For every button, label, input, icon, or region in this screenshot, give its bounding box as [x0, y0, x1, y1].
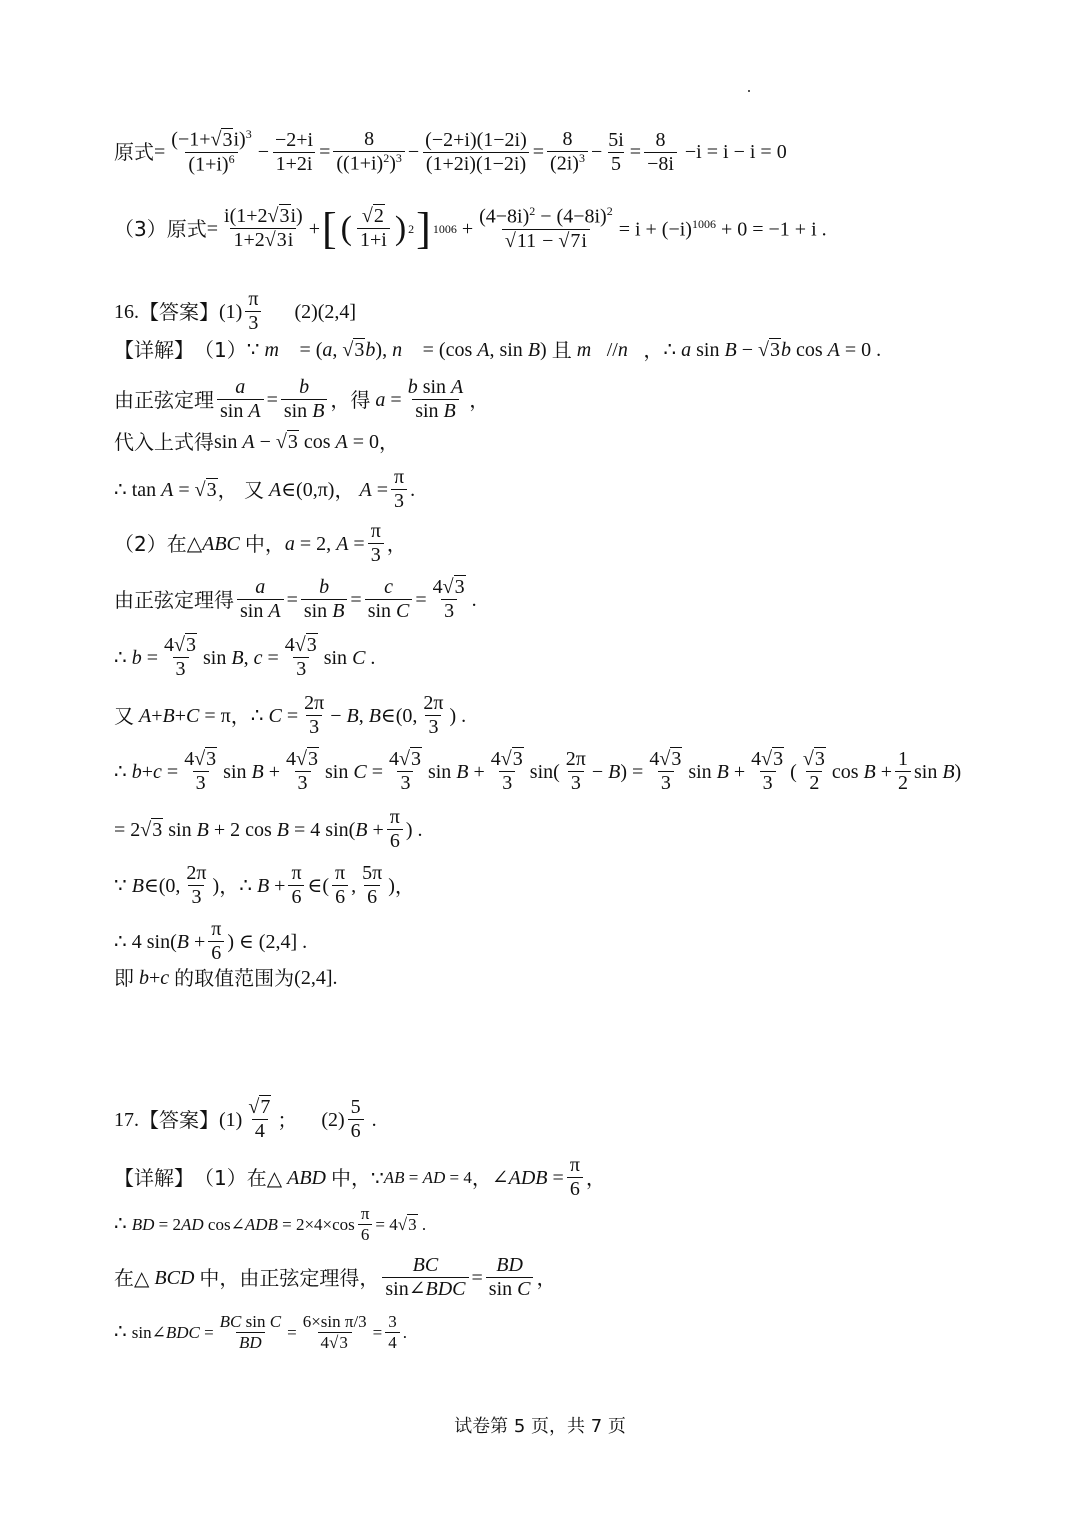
- q16-detail-1: 【详解】 （1） ∵ m⃗ = (a, √3b), n⃗ = (cos A, sin B) 且 m⃗//n⃗ ， ∴ a sin B − √3b cos A = 0 .: [114, 338, 882, 362]
- q17-detail-tag: 【详解】: [114, 1165, 194, 1190]
- page-footer: 试卷第 5 页，共 7 页: [454, 1416, 626, 1437]
- q17-number: 17.: [114, 1108, 139, 1131]
- q16-detail-12: ∴ 4 sin(B + $\frac{\pi}{6}$ ) ∈ (2,4] .: [114, 918, 308, 964]
- q17-answer-line: 17. 【答案】 (1) $\frac{√7}{4}$ ； (2) $\frac{5}{6}$ .: [114, 1096, 377, 1142]
- q16-detail-3: 代入上式得 sin A − √3 cos A = 0 ，: [114, 430, 399, 454]
- q16-detail-7: ∴ b = $\frac{4√3}{3}$ sin B, c = $\frac{4√3}{3}$ sin C .: [114, 634, 376, 680]
- q17-detail-2: ∴ BD = 2AD cos∠ADB = 2×4×cos $\frac{\pi}{6}$ = 4√3 .: [114, 1204, 427, 1244]
- q16-detail-11: ∵ B∈(0, $\frac{2\pi}{3}$ ) ， ∴ B + $\frac{\pi}{6}$ ∈( $\frac{\pi}{6}$ , $\frac{5\pi}{6}$ ) ，: [114, 862, 415, 908]
- p15-line-2: （3）原式 = $\frac{i(1+2√3i)}{1+2√3i}$ + [ ( $\frac{√2}{1+i}$ ) 2 ] 1006 + $\frac{(4-8i)^2 - (4-8i)^2}{√11 - √7i}$ = $i + (-i)^{1006} + 0 = -1 + i$ .: [114, 203, 827, 253]
- q16-detail-9: ∴ b+c = $\frac{4√3}{3}$ sin B + $\frac{4√3}{3}$ sin C = $\frac{4√3}{3}$ sin B + $\frac{4√3}{3}$ sin( $\frac{2\pi}{3}$ − B) = $\frac{4√3}{3}$ sin B + $\frac{4√3}{3}$ ( $\frac{√3}{2}$ cos B + $\frac{1}{2}$ sin B): [114, 748, 962, 794]
- p15-label: 原式: [114, 140, 154, 165]
- q17-detail-4: ∴ sin∠BDC = $\frac{\text{BC sin C}}{BD}$ = $\frac{\text{6×sin π/3}}{4√3}$ = $\frac{3}{4}$ .: [114, 1312, 408, 1352]
- q16-answer-tag: 【答案】: [139, 299, 219, 324]
- q17-answer-tag: 【答案】: [139, 1107, 219, 1132]
- scan-speck: [748, 90, 750, 92]
- q16-detail-2: 由正弦定理 $\frac{a}{\text{sin A}}$ = $\frac{b}{\text{sin B}}$ ，得 a = $\frac{\text{b sin A}}{\text{sin B}}$ ，: [114, 376, 490, 422]
- q17-detail-3: 在△ BCD 中，由正弦定理得， $\frac{BC}{\text{sin∠BDC}}$ = $\frac{BD}{\text{sin C}}$ ，: [114, 1254, 557, 1300]
- q16-detail-5: （2）在 △ABC 中， a = 2, A = $\frac{\pi}{3}$ ，: [114, 520, 407, 566]
- q16-detail-6: 由正弦定理得 $\frac{a}{\text{sin A}}$ = $\frac{b}{\text{sin B}}$ = $\frac{c}{\text{sin C}}$ = $\frac{4√3}{3}$ .: [114, 576, 477, 622]
- q16-detail-4: ∴ tan A = √3 ， 又 A∈(0,π) ， A = $\frac{\pi}{3}$ .: [114, 466, 416, 512]
- q16-detail-13: 即 b+c 的取值范围为 (2,4].: [114, 966, 338, 990]
- q16-answer-line: 16. 【答案】 (1) $\frac{\pi}{3}$ (2) (2,4]: [114, 288, 357, 334]
- p15-part3-label: （3）原式: [114, 216, 207, 241]
- q16-number: 16.: [114, 300, 139, 323]
- q17-detail-1: 【详解】 （1）在△ ABD 中，∵ AB = AD = 4 ， ∠ADB = $\frac{\pi}{6}$ ，: [114, 1154, 606, 1200]
- p15-line-1: 原式 = $\frac{(-1+√3i)^3}{(1+i)^6}$ − $\frac{-2+i}{1+2i}$ = $\frac{8}{((1+i)^2)^3}$ − $\frac{(-2+i)(1-2i)}{(1+2i)(1-2i)}$ = $\frac{8}{(2i)^3}$ − $\frac{5i}{5}$ = $\frac{8}{-8i}$ −i = i − i = 0: [114, 127, 787, 176]
- q16-detail-8: 又 A+B+C = π ， ∴ C = $\frac{2\pi}{3}$ − B, B∈(0, $\frac{2\pi}{3}$ ) .: [114, 692, 467, 738]
- q16-detail-10: = 2√3 sin B + 2 cos B = 4 sin(B + $\frac{\pi}{6}$ ) .: [114, 806, 423, 852]
- q16-detail-tag: 【详解】: [114, 338, 194, 362]
